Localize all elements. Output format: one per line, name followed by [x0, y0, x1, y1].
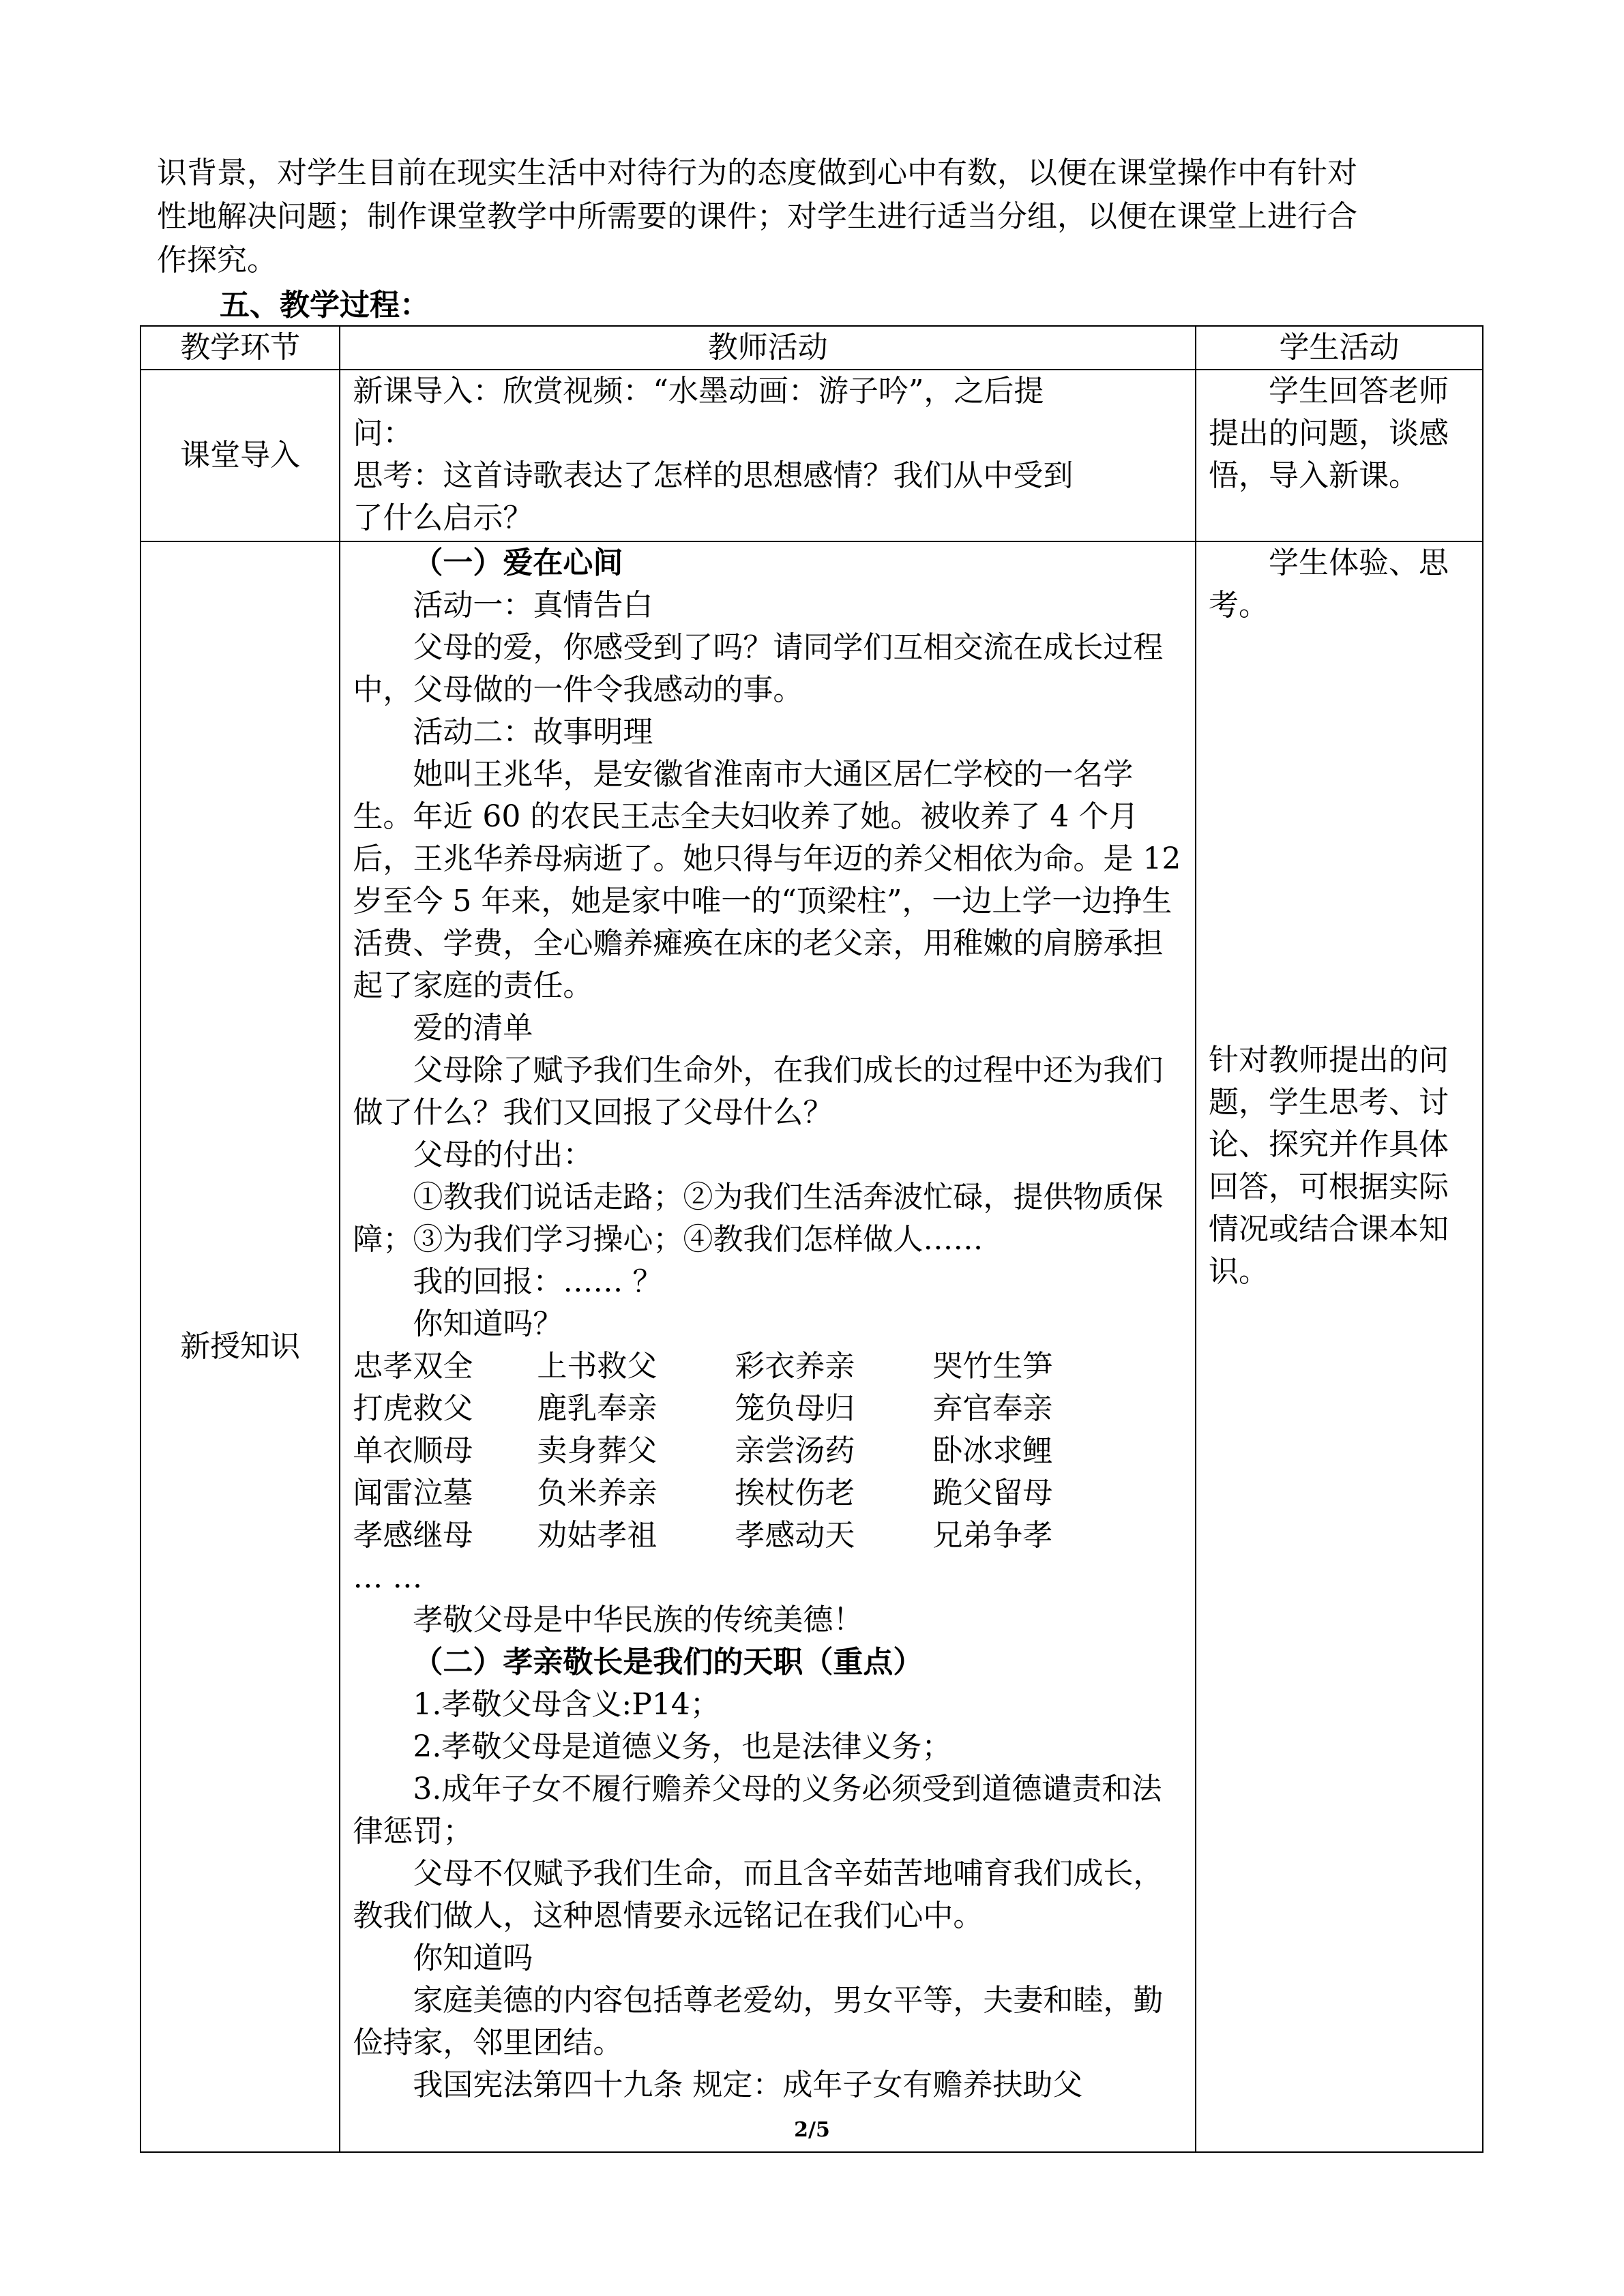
filial-stories-grid [353, 1345, 1183, 1557]
love-list-title: 爱的清单 [413, 1011, 533, 1045]
story-item: 笼负母归 [735, 1391, 855, 1426]
student-cell [1196, 370, 1483, 541]
story-item: 孝感动天 [735, 1518, 855, 1553]
gratitude-text: 父母不仅赋予我们生命，而且含辛茹苦地哺育我们成长，教我们做人，这种恩情要永远铭记在我们心中。 [353, 1856, 1164, 1933]
point-text: 2.孝敬父母是道德义务，也是法律义务； [413, 1729, 952, 1764]
ellipsis: … … [353, 1560, 423, 1595]
header-stage: 教学环节 [141, 326, 340, 370]
story-item: 孝感继母 [353, 1518, 473, 1553]
teacher-line: 新课导入：欣赏视频：“水墨动画：游子吟”，之后提 [353, 374, 1044, 408]
story-item: 鹿乳奉亲 [537, 1391, 658, 1426]
table-header-row [141, 326, 1483, 370]
grid-row [353, 1515, 1183, 1557]
story-item: 劝姑孝祖 [537, 1518, 658, 1553]
teaching-process-table [140, 325, 1483, 2153]
know-title: 你知道吗？ [413, 1307, 563, 1341]
section-title: 五、教学过程： [220, 288, 430, 323]
story-item: 彩衣养亲 [735, 1349, 855, 1384]
grid-row [353, 1388, 1183, 1430]
story-item: 负米养亲 [537, 1476, 658, 1510]
point-text: 1.孝敬父母含义:P14； [413, 1687, 720, 1722]
teacher-cell [340, 541, 1196, 2152]
table-row [141, 541, 1483, 2152]
story-item: 哭竹生笋 [932, 1349, 1053, 1384]
header-teacher: 教师活动 [340, 326, 1196, 370]
stage-cell: 课堂导入 [141, 370, 340, 541]
intro-line: 识背景，对学生目前在现实生活中对待行为的态度做到心中有数，以便在课堂操作中有针对 [157, 155, 1357, 190]
intro-line: 作探究。 [157, 243, 277, 278]
subheading: （二）孝亲敬长是我们的天职（重点） [413, 1645, 924, 1680]
story-item: 打虎救父 [353, 1391, 473, 1426]
know-title: 你知道吗 [413, 1941, 533, 1976]
intro-paragraph [157, 151, 1487, 282]
teacher-line: 思考：这首诗歌表达了怎样的思想感情？我们从中受到 [353, 458, 1074, 493]
student-text: 学生体验、思考。 [1209, 546, 1449, 623]
point-text: 3.成年子女不履行赡养父母的义务必须受到道德谴责和法律惩罚； [353, 1772, 1162, 1849]
story-item: 卧冰求鲤 [932, 1433, 1053, 1468]
family-virtue-text: 家庭美德的内容包括尊老爱幼，男女平等，夫妻和睦，勤俭持家，邻里团结。 [353, 1983, 1164, 2060]
story-item: 跪父留母 [932, 1476, 1053, 1510]
story-item: 上书救父 [537, 1349, 658, 1384]
table-row [141, 370, 1483, 541]
header-student: 学生活动 [1196, 326, 1483, 370]
teacher-line: 了什么启示？ [353, 501, 533, 535]
activity-title: 活动二：故事明理 [413, 715, 653, 749]
activity-title: 活动一：真情告白 [413, 588, 653, 623]
parents-give-title: 父母的付出： [413, 1137, 593, 1172]
give-list: ①教我们说话走路；②为我们生活奔波忙碌，提供物质保障；③为我们学习操心；④教我们怎样做人…… [353, 1180, 1164, 1257]
student-text: 针对教师提出的问题，学生思考、讨论、探究并作具体回答，可根据实际情况或结合课本知识。 [1209, 1043, 1449, 1289]
stage-cell: 新授知识 [141, 541, 340, 2152]
page-number: 2/5 [794, 2118, 830, 2142]
story-item: 忠孝双全 [353, 1349, 473, 1384]
grid-row [353, 1345, 1183, 1388]
story-text: 她叫王兆华，是安徽省淮南市大通区居仁学校的一名学生。年近 60 的农民王志全夫妇收养了她。被收养了 4 个月后，王兆华养母病逝了。她只得与年迈的养父相依为命。是 12 岁至今 5 年来，她是家中唯一的“顶梁柱”，一边上学一边挣生活费、学费，全心赡养瘫痪在床的老父亲，用稚嫩的肩膀承担起了家庭的责任。 [353, 757, 1181, 1003]
teacher-cell [340, 370, 1196, 541]
story-item: 亲尝汤药 [735, 1433, 855, 1468]
student-text: 学生回答老师提出的问题，谈感悟，导入新课。 [1209, 374, 1449, 493]
law-text: 我国宪法第四十九条 规定：成年子女有赡养扶助父 [413, 2068, 1083, 2102]
story-item: 单衣顺母 [353, 1433, 473, 1468]
grid-row [353, 1472, 1183, 1515]
virtue-text: 孝敬父母是中华民族的传统美德！ [413, 1602, 863, 1637]
teacher-line: 问： [353, 416, 413, 451]
subheading: （一）爱在心间 [413, 546, 623, 580]
story-item: 弃官奉亲 [932, 1391, 1053, 1426]
question-text: 父母除了赋予我们生命外，在我们成长的过程中还为我们做了什么？我们又回报了父母什么？ [353, 1053, 1164, 1130]
activity-text: 父母的爱，你感受到了吗？请同学们互相交流在成长过程中，父母做的一件令我感动的事。 [353, 630, 1164, 707]
story-item: 卖身葬父 [537, 1433, 658, 1468]
story-item: 兄弟争孝 [932, 1518, 1053, 1553]
intro-line: 性地解决问题；制作课堂教学中所需要的课件；对学生进行适当分组，以便在课堂上进行合 [157, 199, 1357, 234]
story-item: 挨杖伤老 [735, 1476, 855, 1510]
my-return: 我的回报：…… ？ [413, 1264, 663, 1299]
student-cell [1196, 541, 1483, 2152]
grid-row [353, 1430, 1183, 1472]
story-item: 闻雷泣墓 [353, 1476, 473, 1510]
